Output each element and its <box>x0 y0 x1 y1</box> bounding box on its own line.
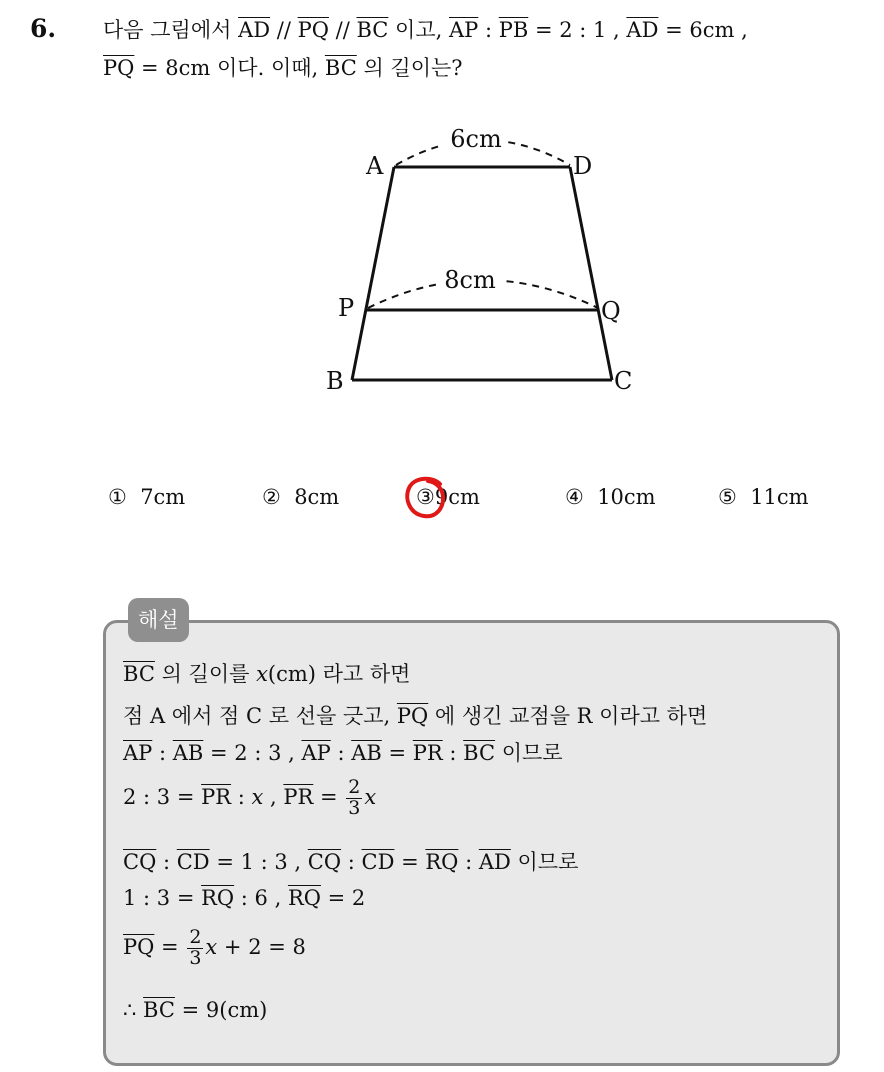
trapezoid-figure <box>300 110 660 410</box>
side-ab <box>352 167 394 380</box>
fraction-two-thirds: $\frac{2}{3}$ <box>348 776 361 819</box>
solution-line-2: 점 A 에서 점 C 로 선을 긋고, $\overline{PQ}$ 에 생긴 교점을 R 이라고 하면 <box>123 704 708 728</box>
solution-line-7: $\overline{PQ}$ = $\frac{2}{3}$ x + 2 = 8 <box>123 926 306 969</box>
solution-line-8: ∴ $\overline{BC} = 9(cm)$ <box>123 998 268 1022</box>
solution-line-5: $\overline{CQ}$ : $\overline{CD} = 1$ : 3 , $\overline{CQ}$ : $\overline{CD} = \overline{RQ}$ : $\overline{AD}$ 이므로 <box>123 850 579 874</box>
choice-4[interactable]: ④ 10cm <box>565 485 656 509</box>
side-dc <box>570 167 612 380</box>
solution-line-6: 1 : $3 = \overline{RQ}$ : 6 , $\overline{RQ} = 2$ <box>123 886 366 910</box>
choice-5[interactable]: ⑤ 11cm <box>718 485 809 509</box>
question-line-1: 다음 그림에서 $\overline{AD} // \overline{PQ} // \overline{BC}$ 이고, $\overline{AP}$ : $\overline{PB} = 2$ : 1 , $\overline{AD} = 6cm$ , <box>103 18 748 42</box>
answer-circle-mark <box>402 474 450 524</box>
solution-line-3: $\overline{AP}$ : $\overline{AB} = 2$ : 3 , $\overline{AP}$ : $\overline{AB} = \overline{PR}$ : $\overline{BC}$ 이므로 <box>123 741 563 765</box>
solution-line-4: 2 : $3 = \overline{PR}$ : x , $\overline{PR}$ = $\frac{2}{3}$ x <box>123 776 377 819</box>
solution-tag: 해설 <box>128 598 189 642</box>
point-p-label: P <box>338 294 355 322</box>
choice-2[interactable]: ② 8cm <box>262 485 340 509</box>
question-number: 6. <box>30 14 57 43</box>
point-c-label: C <box>614 367 633 395</box>
label-8cm: 8cm <box>444 266 496 294</box>
choice-3[interactable]: ③9cm <box>416 485 480 509</box>
point-d-label: D <box>573 152 593 180</box>
question-line-2: $\overline{PQ} = 8cm$ 이다. 이때, $\overline{BC}$ 의 길이는? <box>103 56 463 80</box>
label-6cm: 6cm <box>450 125 502 153</box>
choice-1[interactable]: ① 7cm <box>108 485 186 509</box>
point-q-label: Q <box>601 297 621 325</box>
solution-line-1: $\overline{BC}$ 의 길이를 x(cm) 라고 하면 <box>123 662 411 686</box>
point-b-label: B <box>326 367 344 395</box>
point-a-label: A <box>366 152 384 180</box>
fraction-two-thirds: $\frac{2}{3}$ <box>189 926 202 969</box>
